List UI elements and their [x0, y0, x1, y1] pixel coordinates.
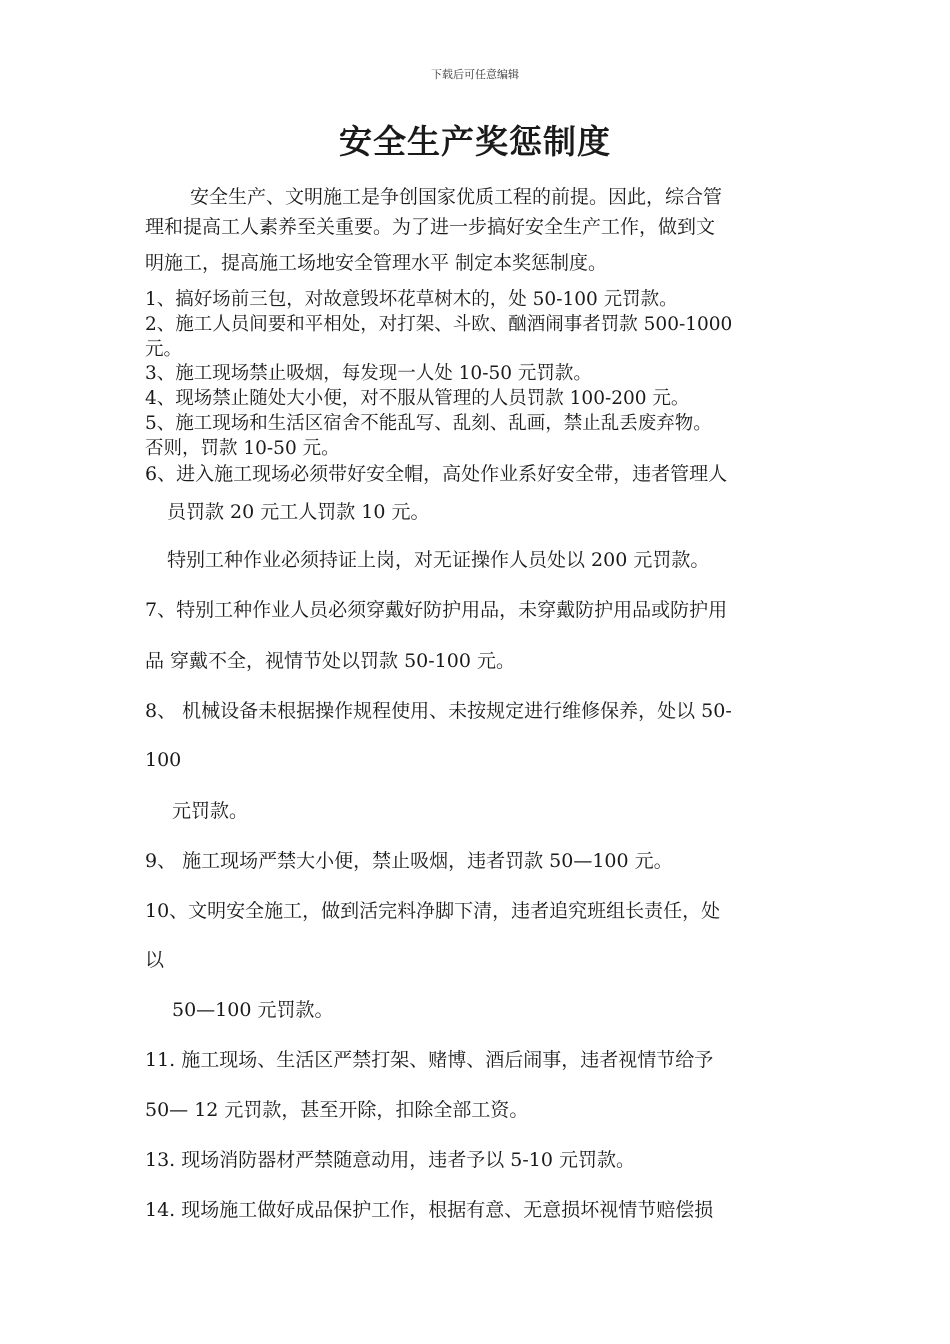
- rule-2-cont: 元。: [145, 339, 183, 360]
- header-note: 下载后可任意编辑: [431, 68, 519, 81]
- intro-line-3: 明施工，提高施工场地安全管理水平 制定本奖惩制度。: [145, 252, 608, 274]
- rule-13: 13. 现场消防器材严禁随意动用，违者予以 5-10 元罚款。: [145, 1149, 636, 1171]
- rule-10-cont-2: 50—100 元罚款。: [172, 999, 334, 1021]
- rule-10-cont-1: 以: [145, 949, 165, 971]
- rule-9: 9、 施工现场严禁大小便，禁止吸烟，违者罚款 50—100 元。: [145, 850, 673, 872]
- rule-7: 7、特别工种作业人员必须穿戴好防护用品，未穿戴防护用品或防护用: [145, 599, 728, 621]
- rule-8-cont-1: 100: [145, 749, 182, 771]
- rule-7-cont: 品 穿戴不全，视情节处以罚款 50-100 元。: [145, 650, 515, 672]
- rule-8: 8、 机械设备未根据操作规程使用、未按规定进行维修保养，处以 50-: [145, 700, 732, 722]
- rule-14: 14. 现场施工做好成品保护工作，根据有意、无意损坏视情节赔偿损: [145, 1199, 714, 1221]
- rule-1: 1、搞好场前三包，对故意毁坏花草树木的，处 50-100 元罚款。: [145, 289, 678, 310]
- rule-6: 6、进入施工现场必须带好安全帽，高处作业系好安全带，违者管理人: [145, 463, 728, 485]
- document-title: 安全生产奖惩制度: [339, 122, 611, 161]
- rule-3: 3、施工现场禁止吸烟，每发现一人处 10-50 元罚款。: [145, 363, 592, 384]
- rule-10: 10、文明安全施工，做到活完料净脚下清，违者追究班组长责任，处: [145, 900, 721, 922]
- rule-8-cont-2: 元罚款。: [172, 800, 249, 822]
- rule-5: 5、施工现场和生活区宿舍不能乱写、乱刻、乱画，禁止乱丢废弃物。: [145, 413, 712, 434]
- rule-6-note: 特别工种作业必须持证上岗，对无证操作人员处以 200 元罚款。: [167, 549, 710, 571]
- rule-6-cont: 员罚款 20 元工人罚款 10 元。: [167, 501, 430, 523]
- intro-line-2: 理和提高工人素养至关重要。为了进一步搞好安全生产工作，做到文: [145, 216, 716, 238]
- intro-line-1: 安全生产、文明施工是争创国家优质工程的前提。因此，综合管: [190, 186, 723, 208]
- rule-11-cont: 50— 12 元罚款，甚至开除，扣除全部工资。: [145, 1099, 529, 1121]
- rule-2: 2、施工人员间要和平相处，对打架、斗欧、酗酒闹事者罚款 500-1000: [145, 314, 733, 335]
- rule-11: 11. 施工现场、生活区严禁打架、赌博、酒后闹事，违者视情节给予: [145, 1049, 714, 1071]
- rule-4: 4、现场禁止随处大小便，对不服从管理的人员罚款 100-200 元。: [145, 388, 690, 409]
- rule-5-cont: 否则，罚款 10-50 元。: [145, 438, 340, 459]
